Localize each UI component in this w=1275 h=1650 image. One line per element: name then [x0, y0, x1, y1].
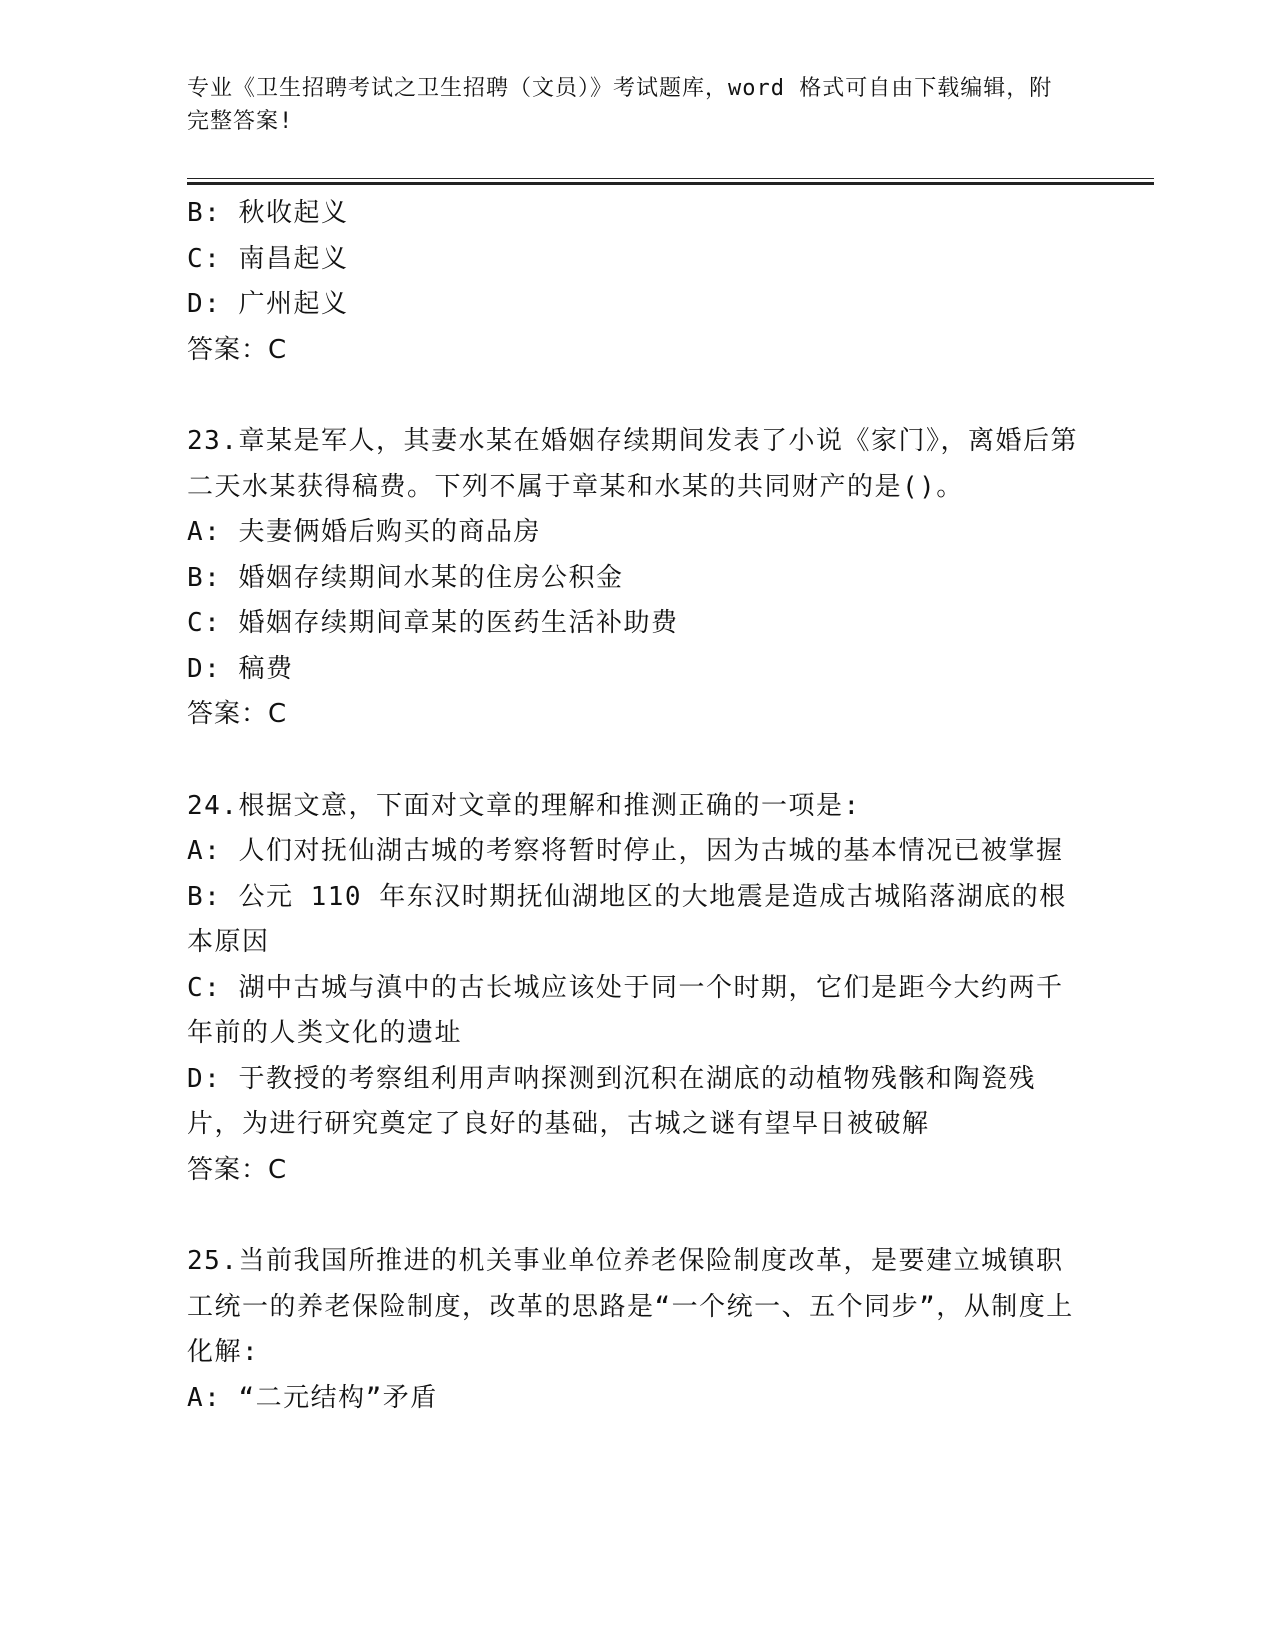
option-line: A: “二元结构”矛盾	[187, 1382, 438, 1413]
header-divider-thick	[187, 182, 1154, 185]
question-block	[187, 419, 1087, 738]
option-line: B: 婚姻存续期间水某的住房公积金	[187, 562, 624, 593]
option-line: D: 于教授的考察组利用声呐探测到沉积在湖底的动植物残骸和陶瓷残片，为进行研究奠定了良好的基础，古城之谜有望早日被破解	[187, 1063, 1036, 1139]
spacer	[187, 373, 1087, 419]
option-line: C: 婚姻存续期间章某的医药生活补助费	[187, 608, 679, 638]
question-block	[187, 784, 1087, 1194]
question-stem: 23.章某是军人，其妻水某在婚姻存续期间发表了小说《家门》，离婚后第二天水某获得稿费。下列不属于章某和水某的共同财产的是()。	[187, 426, 1078, 502]
option-line: B: 公元 110 年东汉时期抚仙湖地区的大地震是造成古城陷落湖底的根本原因	[187, 881, 1067, 957]
option-line: A: 人们对抚仙湖古城的考察将暂时停止，因为古城的基本情况已被掌握	[187, 836, 1064, 866]
option-line: C: 南昌起义	[187, 243, 349, 274]
option-line: D: 稿费	[187, 653, 294, 684]
question-block	[187, 191, 1087, 373]
question-content	[187, 191, 1087, 1421]
option-line: C: 湖中古城与滇中的古长城应该处于同一个时期，它们是距今大约两千年前的人类文化的遗址	[187, 972, 1064, 1048]
answer-line: 答案：C	[187, 334, 288, 365]
spacer	[187, 1193, 1087, 1239]
option-line: D: 广州起义	[187, 289, 349, 319]
page-header: 专业《卫生招聘考试之卫生招聘（文员）》考试题库，word 格式可自由下载编辑，附完整答案!	[187, 76, 1053, 134]
option-line: B: 秋收起义	[187, 198, 349, 228]
question-stem: 25.当前我国所推进的机关事业单位养老保险制度改革，是要建立城镇职工统一的养老保险制度，改革的思路是“一个统一、五个同步”，从制度上化解:	[187, 1246, 1074, 1367]
question-block	[187, 1239, 1087, 1421]
spacer	[187, 738, 1087, 784]
option-line: A: 夫妻俩婚后购买的商品房	[187, 517, 541, 547]
question-stem: 24.根据文意，下面对文章的理解和推测正确的一项是:	[187, 790, 861, 821]
answer-line: 答案：C	[187, 699, 288, 729]
header-divider-thin	[187, 178, 1154, 179]
answer-line: 答案：C	[187, 1154, 288, 1185]
